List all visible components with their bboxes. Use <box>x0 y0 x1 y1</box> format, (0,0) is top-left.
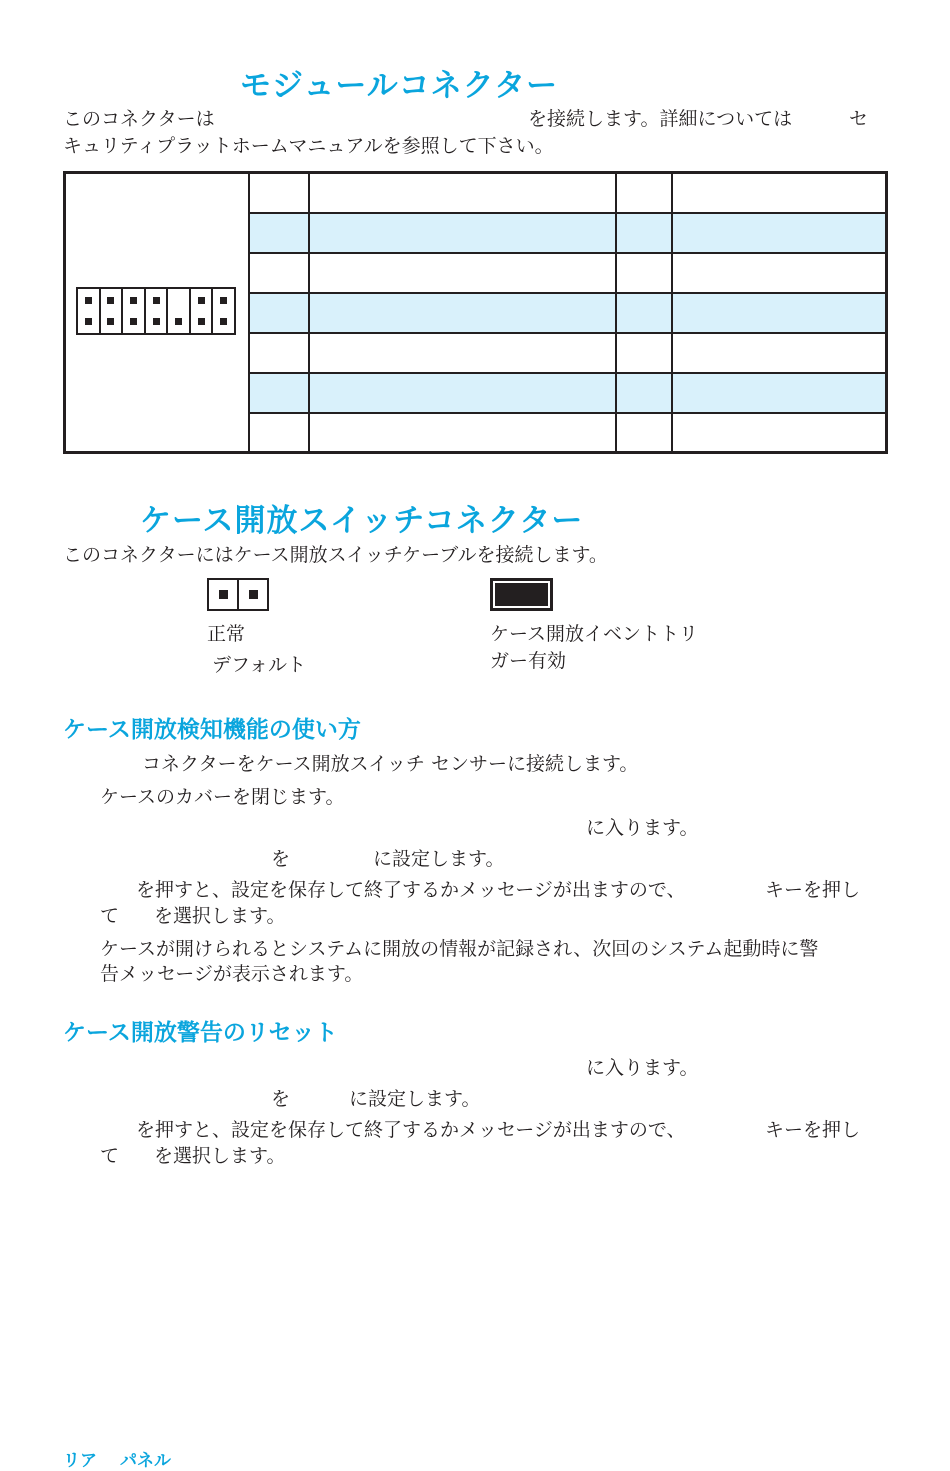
usage-step-2: ケースのカバーを閉じます。 <box>100 786 345 808</box>
reset-step-3-line1-b: キーを押し <box>765 1119 861 1141</box>
reset-step-3-line2-b: を選択します。 <box>154 1145 286 1167</box>
connector-diagram-cell <box>66 174 250 451</box>
header-pin-column <box>168 289 191 333</box>
module-intro-line2: キュリティプラットホームマニュアルを参照して下さい。 <box>63 135 554 157</box>
usage-step-6-line2: 告メッセージが表示されます。 <box>100 963 364 985</box>
header-pin-column <box>191 289 214 333</box>
table-row <box>250 292 885 332</box>
footer-label-a: リア <box>63 1451 97 1471</box>
usage-step-5-line2-b: を選択します。 <box>154 905 286 927</box>
normal-jumper-diagram <box>207 578 269 611</box>
trigger-label-line1: ケース開放イベントトリ <box>490 623 699 645</box>
header-pin-column <box>213 289 234 333</box>
usage-step-4-b: に設定します。 <box>373 848 505 870</box>
table-row <box>250 174 885 214</box>
chassis-connector-title: ケース開放スイッチコネクター <box>140 503 584 539</box>
table-divider <box>671 174 673 451</box>
usage-step-4-a: を <box>271 848 291 870</box>
module-connector-title: モジュールコネクター <box>240 68 559 104</box>
module-intro-part-a: このコネクターは <box>63 108 215 130</box>
table-row <box>250 332 885 372</box>
header-pin-column <box>146 289 169 333</box>
reset-step-1: に入ります。 <box>586 1057 699 1079</box>
usage-step-5-line2-a: て <box>100 905 120 927</box>
usage-step-3: に入ります。 <box>586 817 699 839</box>
usage-step-6-line1: ケースが開けられるとシステムに開放の情報が記録され、次回のシステム起動時に警 <box>100 938 819 960</box>
table-row <box>250 212 885 252</box>
reset-step-3-line1-a: を押すと、設定を保存して終了するかメッセージが出ますので、 <box>136 1119 686 1141</box>
usage-step-1: コネクターをケース開放スイッチ センサーに接続します。 <box>142 753 639 775</box>
reset-heading: ケース開放警告のリセット <box>63 1020 338 1046</box>
default-label: デフォルト <box>212 654 307 676</box>
usage-heading: ケース開放検知機能の使い方 <box>63 717 361 743</box>
reset-step-2-b: に設定します。 <box>349 1088 481 1110</box>
table-row <box>250 252 885 292</box>
footer-label-b: パネル <box>120 1451 171 1471</box>
usage-step-5-line1-b: キーを押し <box>765 879 861 901</box>
reset-step-2-a: を <box>271 1088 291 1110</box>
usage-step-5-line1-a: を押すと、設定を保存して終了するかメッセージが出ますので、 <box>136 879 686 901</box>
module-intro-part-b: を接続します。詳細については <box>528 108 793 130</box>
trigger-label-line2: ガー有効 <box>490 650 567 672</box>
header-pin-column <box>78 289 101 333</box>
table-divider <box>308 174 310 451</box>
header-pin-column <box>123 289 146 333</box>
table-divider <box>615 174 617 451</box>
trigger-jumper-diagram <box>490 578 553 611</box>
table-row <box>250 372 885 412</box>
reset-step-3-line2-a: て <box>100 1145 120 1167</box>
normal-label: 正常 <box>207 623 246 645</box>
header-pin-column <box>101 289 124 333</box>
module-header-diagram <box>76 287 236 335</box>
table-row <box>250 412 885 452</box>
module-intro-part-c: セ <box>849 108 869 130</box>
pin-definition-table <box>63 171 888 454</box>
chassis-intro: このコネクターにはケース開放スイッチケーブルを接続します。 <box>63 544 608 566</box>
